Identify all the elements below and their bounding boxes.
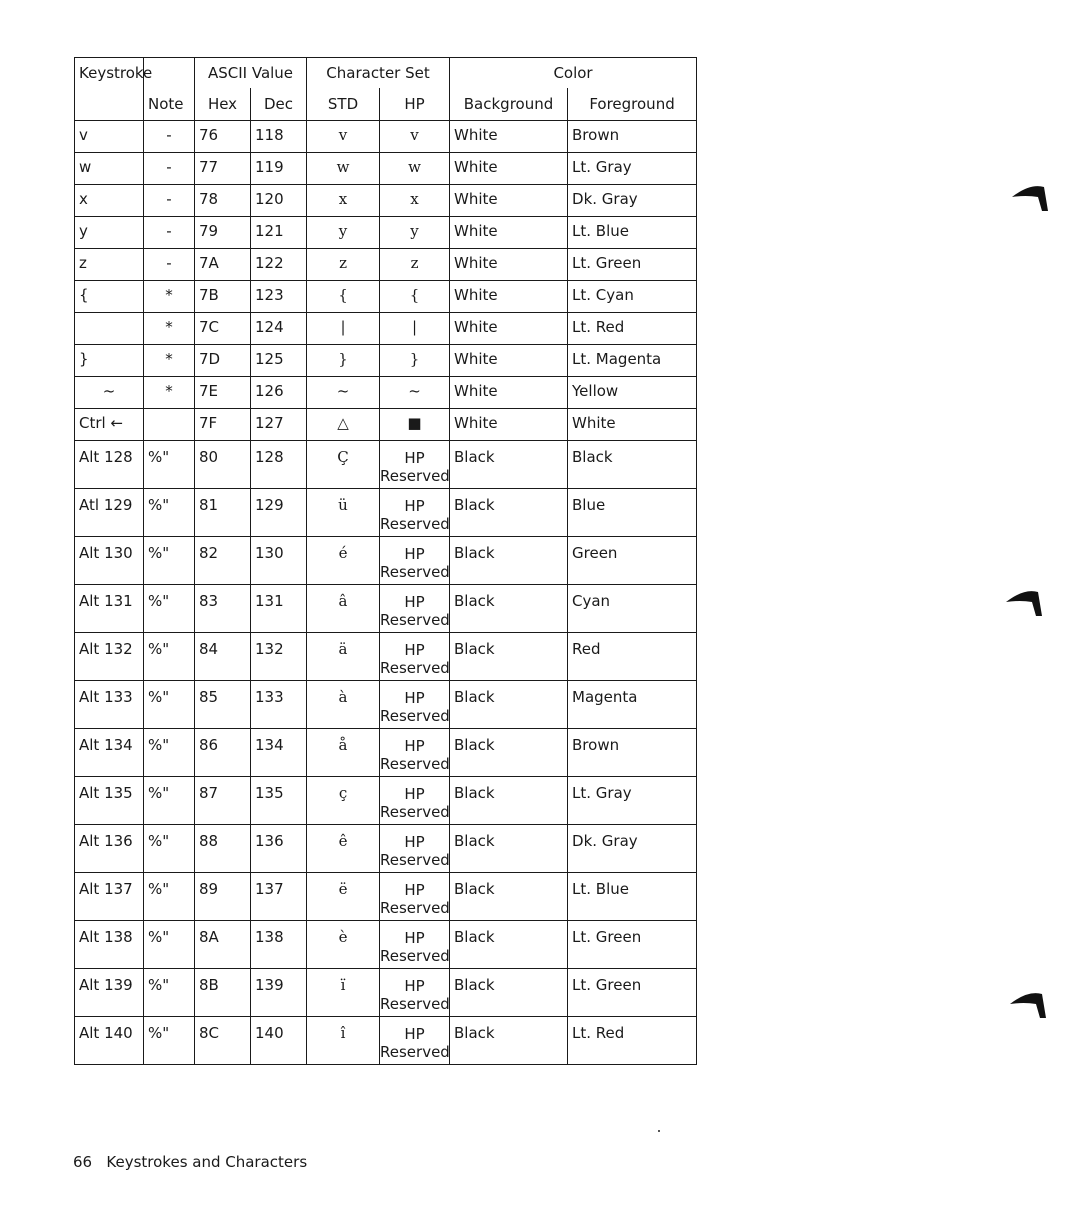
- binder-tab-mark-icon: [1004, 588, 1046, 618]
- hp-char-cell: ■: [380, 409, 450, 441]
- hp-char-cell: x: [380, 185, 450, 217]
- dec-cell: 119: [251, 153, 307, 185]
- hex-cell: 88: [195, 825, 251, 873]
- hex-cell: 89: [195, 873, 251, 921]
- keystroke-cell: Alt 130: [75, 537, 144, 585]
- std-char-cell: ë: [307, 873, 380, 921]
- dec-cell: 137: [251, 873, 307, 921]
- note-cell: [144, 409, 195, 441]
- table-row: [75, 121, 697, 153]
- foreground-cell: Magenta: [568, 681, 697, 729]
- note-cell: %": [144, 633, 195, 681]
- note-cell: *: [144, 313, 195, 345]
- std-char-cell: à: [307, 681, 380, 729]
- foreground-cell: Green: [568, 537, 697, 585]
- dec-cell: 129: [251, 489, 307, 537]
- hp-reserved-cell: HP Reserved: [380, 681, 450, 729]
- character-set-header: Character Set: [307, 58, 450, 89]
- note-cell: -: [144, 153, 195, 185]
- std-char-cell: ä: [307, 633, 380, 681]
- table-row: [75, 969, 697, 1017]
- hp-reserved-cell: HP Reserved: [380, 873, 450, 921]
- foreground-cell: Dk. Gray: [568, 825, 697, 873]
- hex-cell: 77: [195, 153, 251, 185]
- background-cell: Black: [450, 681, 568, 729]
- foreground-cell: Lt. Gray: [568, 153, 697, 185]
- keystroke-cell: Alt 131: [75, 585, 144, 633]
- std-char-cell: w: [307, 153, 380, 185]
- keystroke-subheader: [75, 88, 144, 121]
- background-cell: White: [450, 345, 568, 377]
- foreground-cell: White: [568, 409, 697, 441]
- table-row: [75, 281, 697, 313]
- background-cell: White: [450, 313, 568, 345]
- table-row: [75, 409, 697, 441]
- background-cell: Black: [450, 873, 568, 921]
- hex-cell: 7E: [195, 377, 251, 409]
- hp-char-cell: w: [380, 153, 450, 185]
- std-char-cell: v: [307, 121, 380, 153]
- foreground-cell: Lt. Red: [568, 313, 697, 345]
- hex-cell: 76: [195, 121, 251, 153]
- hex-cell: 7C: [195, 313, 251, 345]
- table-row: [75, 377, 697, 409]
- keystroke-cell: y: [75, 217, 144, 249]
- std-char-cell: å: [307, 729, 380, 777]
- std-char-cell: ü: [307, 489, 380, 537]
- dec-cell: 130: [251, 537, 307, 585]
- hex-cell: 87: [195, 777, 251, 825]
- hp-char-cell: ~: [380, 377, 450, 409]
- keystroke-cell: Atl 129: [75, 489, 144, 537]
- hp-reserved-cell: HP Reserved: [380, 729, 450, 777]
- table-row: [75, 681, 697, 729]
- note-cell: %": [144, 873, 195, 921]
- std-char-cell: è: [307, 921, 380, 969]
- hex-cell: 7A: [195, 249, 251, 281]
- hp-reserved-cell: HP Reserved: [380, 1017, 450, 1065]
- page-number: 66: [73, 1153, 93, 1171]
- keystroke-cell: Alt 138: [75, 921, 144, 969]
- foreground-cell: Lt. Cyan: [568, 281, 697, 313]
- background-cell: Black: [450, 537, 568, 585]
- hp-char-cell: y: [380, 217, 450, 249]
- dec-cell: 120: [251, 185, 307, 217]
- std-char-cell: z: [307, 249, 380, 281]
- foreground-cell: Black: [568, 441, 697, 489]
- note-cell: %": [144, 585, 195, 633]
- std-char-cell: |: [307, 313, 380, 345]
- character-table: [74, 57, 697, 1065]
- keystroke-cell: Alt 133: [75, 681, 144, 729]
- foreground-cell: Lt. Green: [568, 249, 697, 281]
- foreground-cell: Brown: [568, 121, 697, 153]
- hp-char-cell: }: [380, 345, 450, 377]
- foreground-cell: Blue: [568, 489, 697, 537]
- keystroke-cell: Alt 128: [75, 441, 144, 489]
- foreground-cell: Yellow: [568, 377, 697, 409]
- hex-cell: 84: [195, 633, 251, 681]
- hex-cell: 8C: [195, 1017, 251, 1065]
- table-row: [75, 777, 697, 825]
- foreground-cell: Lt. Red: [568, 1017, 697, 1065]
- note-cell: -: [144, 249, 195, 281]
- table-row: [75, 585, 697, 633]
- note-cell: %": [144, 1017, 195, 1065]
- binder-tab-mark-icon: [1010, 183, 1052, 213]
- std-char-cell: x: [307, 185, 380, 217]
- note-cell: %": [144, 537, 195, 585]
- dec-cell: 128: [251, 441, 307, 489]
- table-row: [75, 537, 697, 585]
- table-row: [75, 921, 697, 969]
- keystroke-cell: Alt 135: [75, 777, 144, 825]
- hex-header: Hex: [195, 88, 251, 121]
- note-cell: %": [144, 441, 195, 489]
- hex-cell: 79: [195, 217, 251, 249]
- foreground-cell: Lt. Green: [568, 969, 697, 1017]
- binder-tab-mark-icon: [1008, 990, 1050, 1020]
- dec-cell: 127: [251, 409, 307, 441]
- background-cell: White: [450, 153, 568, 185]
- foreground-cell: Lt. Magenta: [568, 345, 697, 377]
- keystroke-cell: Alt 136: [75, 825, 144, 873]
- keystroke-cell: [75, 313, 144, 345]
- hp-header: HP: [380, 88, 450, 121]
- std-char-cell: }: [307, 345, 380, 377]
- background-cell: White: [450, 409, 568, 441]
- std-char-cell: é: [307, 537, 380, 585]
- std-char-cell: ï: [307, 969, 380, 1017]
- table-row: [75, 185, 697, 217]
- std-char-cell: △: [307, 409, 380, 441]
- dec-cell: 134: [251, 729, 307, 777]
- table-row: [75, 217, 697, 249]
- hex-cell: 86: [195, 729, 251, 777]
- dec-cell: 125: [251, 345, 307, 377]
- hp-reserved-cell: HP Reserved: [380, 825, 450, 873]
- keystroke-cell: w: [75, 153, 144, 185]
- note-cell: -: [144, 185, 195, 217]
- std-char-cell: î: [307, 1017, 380, 1065]
- hex-cell: 83: [195, 585, 251, 633]
- note-cell: %": [144, 825, 195, 873]
- keystroke-cell: Alt 140: [75, 1017, 144, 1065]
- table-row: [75, 153, 697, 185]
- std-char-cell: Ç: [307, 441, 380, 489]
- table-row: [75, 249, 697, 281]
- background-cell: Black: [450, 633, 568, 681]
- note-cell: %": [144, 729, 195, 777]
- table-row: [75, 873, 697, 921]
- background-cell: Black: [450, 489, 568, 537]
- dec-header: Dec: [251, 88, 307, 121]
- keystroke-header: Keystroke: [75, 58, 144, 89]
- background-cell: White: [450, 185, 568, 217]
- background-header: Background: [450, 88, 568, 121]
- note-cell: -: [144, 217, 195, 249]
- std-char-cell: {: [307, 281, 380, 313]
- hp-reserved-cell: HP Reserved: [380, 537, 450, 585]
- keystroke-cell: x: [75, 185, 144, 217]
- background-cell: Black: [450, 441, 568, 489]
- background-cell: Black: [450, 777, 568, 825]
- foreground-cell: Cyan: [568, 585, 697, 633]
- hp-char-cell: v: [380, 121, 450, 153]
- note-cell: *: [144, 377, 195, 409]
- keystroke-cell: Alt 139: [75, 969, 144, 1017]
- table-row: [75, 633, 697, 681]
- note-cell: %": [144, 489, 195, 537]
- hp-char-cell: {: [380, 281, 450, 313]
- note-cell: *: [144, 345, 195, 377]
- dec-cell: 121: [251, 217, 307, 249]
- note-cell: %": [144, 969, 195, 1017]
- dec-cell: 131: [251, 585, 307, 633]
- foreground-cell: Lt. Blue: [568, 217, 697, 249]
- hex-cell: 7D: [195, 345, 251, 377]
- dec-cell: 135: [251, 777, 307, 825]
- hex-cell: 80: [195, 441, 251, 489]
- dec-cell: 118: [251, 121, 307, 153]
- hex-cell: 8B: [195, 969, 251, 1017]
- keystroke-cell: Alt 132: [75, 633, 144, 681]
- foreground-cell: Lt. Gray: [568, 777, 697, 825]
- note-cell: %": [144, 681, 195, 729]
- note-cell: -: [144, 121, 195, 153]
- hex-cell: 7F: [195, 409, 251, 441]
- color-header: Color: [450, 58, 697, 89]
- keystroke-cell: Ctrl ←: [75, 409, 144, 441]
- keystroke-cell: {: [75, 281, 144, 313]
- background-cell: White: [450, 121, 568, 153]
- ascii-value-header: ASCII Value: [195, 58, 307, 89]
- hp-char-cell: z: [380, 249, 450, 281]
- speck-decoration: [658, 1130, 660, 1132]
- table-header: [75, 58, 697, 121]
- hp-reserved-cell: HP Reserved: [380, 441, 450, 489]
- hp-reserved-cell: HP Reserved: [380, 777, 450, 825]
- hp-reserved-cell: HP Reserved: [380, 921, 450, 969]
- dec-cell: 123: [251, 281, 307, 313]
- std-char-cell: ê: [307, 825, 380, 873]
- hp-reserved-cell: HP Reserved: [380, 633, 450, 681]
- dec-cell: 133: [251, 681, 307, 729]
- hex-cell: 85: [195, 681, 251, 729]
- table-row: [75, 825, 697, 873]
- table-row: [75, 729, 697, 777]
- dec-cell: 126: [251, 377, 307, 409]
- dec-cell: 139: [251, 969, 307, 1017]
- background-cell: Black: [450, 585, 568, 633]
- foreground-cell: Lt. Blue: [568, 873, 697, 921]
- background-cell: Black: [450, 729, 568, 777]
- std-char-cell: ç: [307, 777, 380, 825]
- background-cell: Black: [450, 1017, 568, 1065]
- table-row: [75, 441, 697, 489]
- dec-cell: 122: [251, 249, 307, 281]
- section-title: Keystrokes and Characters: [106, 1153, 308, 1171]
- table-row: [75, 1017, 697, 1065]
- background-cell: Black: [450, 921, 568, 969]
- std-header: STD: [307, 88, 380, 121]
- foreground-cell: Red: [568, 633, 697, 681]
- foreground-cell: Brown: [568, 729, 697, 777]
- hex-cell: 81: [195, 489, 251, 537]
- background-cell: White: [450, 281, 568, 313]
- hex-cell: 8A: [195, 921, 251, 969]
- dec-cell: 140: [251, 1017, 307, 1065]
- keystroke-cell: z: [75, 249, 144, 281]
- keystroke-cell: }: [75, 345, 144, 377]
- hex-cell: 7B: [195, 281, 251, 313]
- table-row: [75, 489, 697, 537]
- dec-cell: 124: [251, 313, 307, 345]
- dec-cell: 136: [251, 825, 307, 873]
- keystroke-cell: ~: [75, 377, 144, 409]
- keystroke-cell: Alt 137: [75, 873, 144, 921]
- hex-cell: 78: [195, 185, 251, 217]
- note-cell: *: [144, 281, 195, 313]
- note-cell: %": [144, 777, 195, 825]
- table-body: [75, 121, 697, 1065]
- table-row: [75, 313, 697, 345]
- hp-reserved-cell: HP Reserved: [380, 969, 450, 1017]
- std-char-cell: ~: [307, 377, 380, 409]
- dec-cell: 132: [251, 633, 307, 681]
- page-footer: [73, 1153, 307, 1171]
- background-cell: White: [450, 377, 568, 409]
- hp-reserved-cell: HP Reserved: [380, 489, 450, 537]
- background-cell: Black: [450, 825, 568, 873]
- std-char-cell: â: [307, 585, 380, 633]
- background-cell: White: [450, 217, 568, 249]
- foreground-cell: Dk. Gray: [568, 185, 697, 217]
- hp-reserved-cell: HP Reserved: [380, 585, 450, 633]
- table-row: [75, 345, 697, 377]
- background-cell: White: [450, 249, 568, 281]
- dec-cell: 138: [251, 921, 307, 969]
- note-header: Note: [144, 88, 195, 121]
- background-cell: Black: [450, 969, 568, 1017]
- keystroke-cell: v: [75, 121, 144, 153]
- hp-char-cell: |: [380, 313, 450, 345]
- foreground-header: Foreground: [568, 88, 697, 121]
- foreground-cell: Lt. Green: [568, 921, 697, 969]
- keystroke-cell: Alt 134: [75, 729, 144, 777]
- std-char-cell: y: [307, 217, 380, 249]
- note-cell: %": [144, 921, 195, 969]
- hex-cell: 82: [195, 537, 251, 585]
